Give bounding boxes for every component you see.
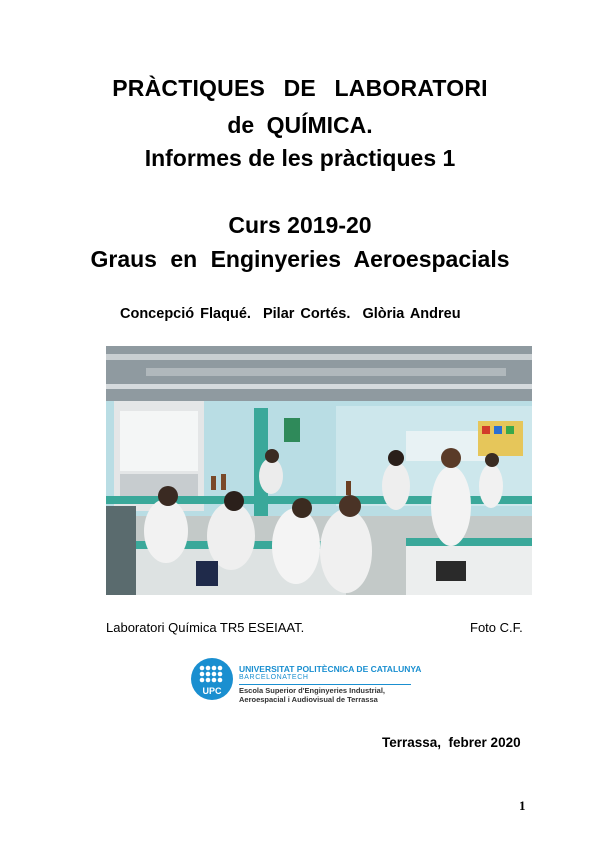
upc-emblem-icon <box>191 658 233 700</box>
logo-divider <box>239 684 411 685</box>
page-number: 1 <box>519 798 526 813</box>
place-date: Terrassa, febrer 2020 <box>382 735 521 750</box>
upc-badge-text: UPC <box>202 686 222 696</box>
title-line-3: Informes de les pràctiques 1 <box>144 145 456 171</box>
authors: Concepció Flaqué. Pilar Cortés. Glòria Andreu <box>120 306 461 322</box>
logo-university-name: UNIVERSITAT POLITÈCNICA DE CATALUNYA <box>239 664 422 674</box>
upc-logo <box>191 658 421 708</box>
photo-credit: Foto C.F. <box>470 620 523 635</box>
logo-school-line-2: Aeroespacial i Audiovisual de Terrassa <box>239 695 378 704</box>
logo-barcelonatech: BARCELONATECH <box>239 674 309 681</box>
degree-name: Graus en Enginyeries Aeroespacials <box>90 246 510 272</box>
lab-photo <box>106 346 532 595</box>
title-line-1: PRÀCTIQUES DE LABORATORI <box>112 75 488 101</box>
photo-caption: Laboratori Química TR5 ESEIAAT. <box>106 620 305 635</box>
course-year: Curs 2019-20 <box>228 212 372 238</box>
logo-school-line-1: Escola Superior d'Enginyeries Industrial, <box>239 686 385 695</box>
title-line-2: de QUÍMICA. <box>227 112 373 138</box>
